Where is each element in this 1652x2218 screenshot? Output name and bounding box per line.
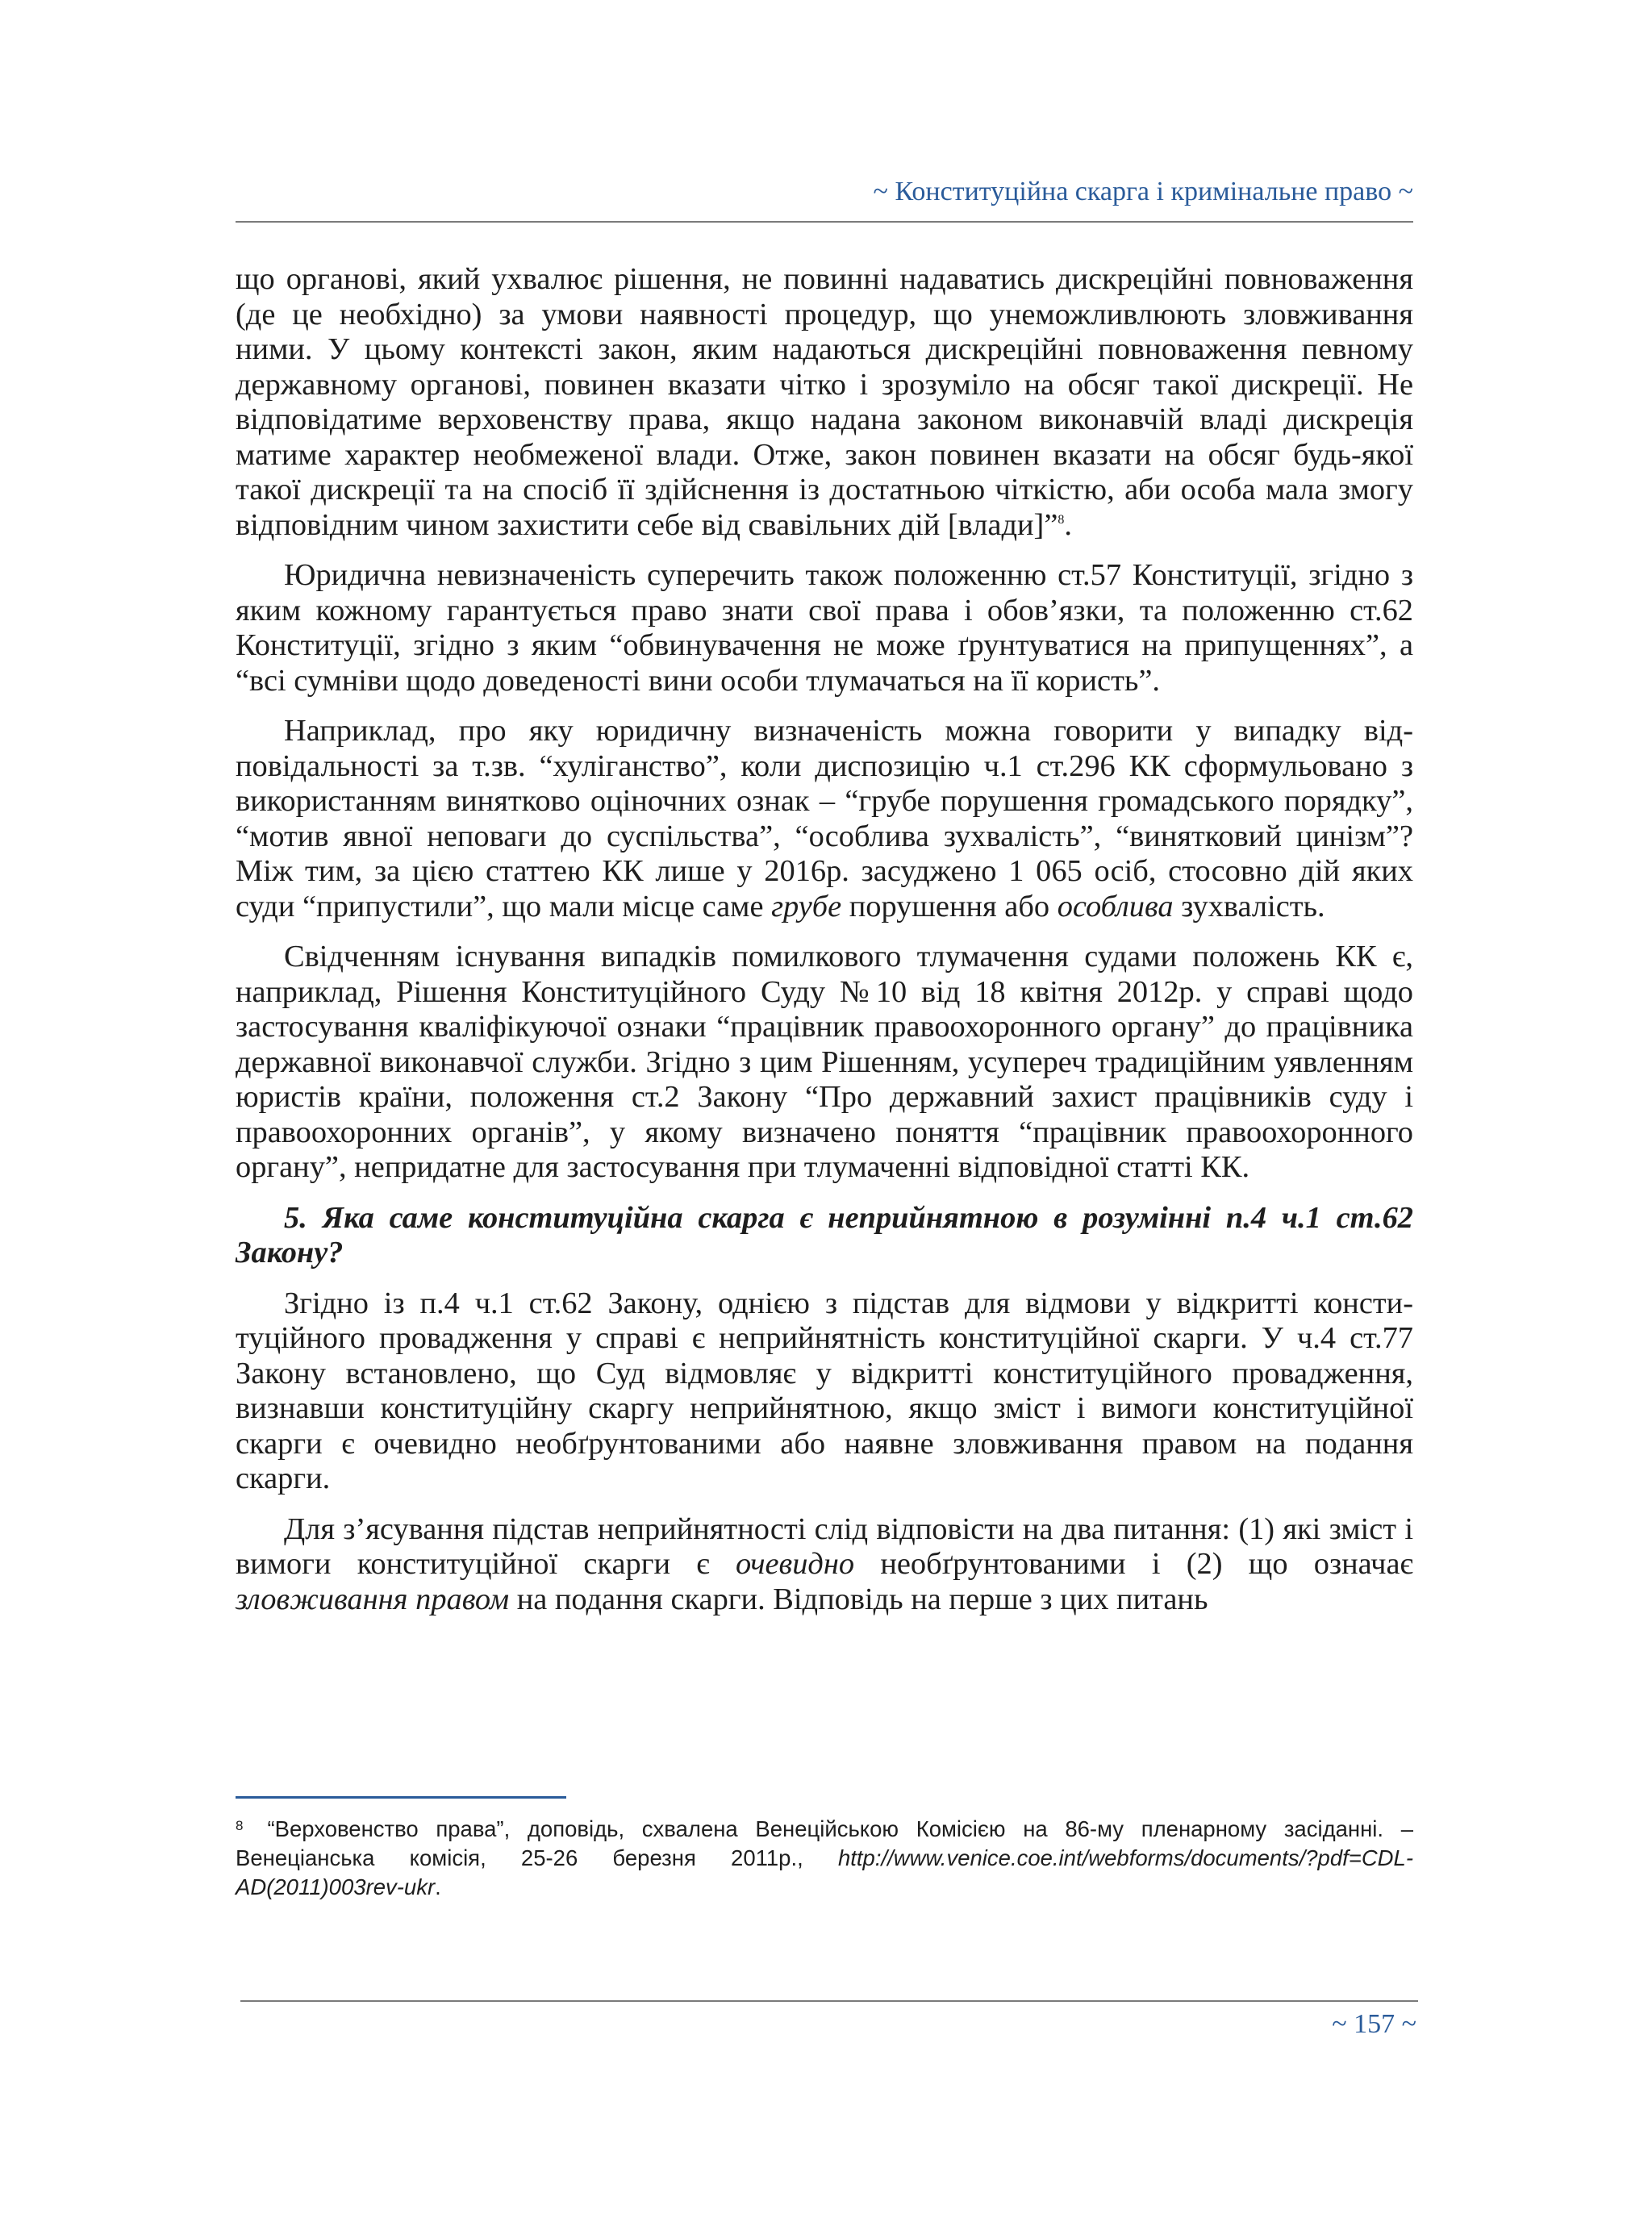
footer-rule bbox=[240, 2000, 1418, 2002]
text-run: Згідно із п.4 ч.1 ст.62 Закону, однією з підстав для відмови у відкритті конституційного провадження у справі є неприйнятність конституційної скарги. У ч.4 ст.77 Закону встановлено, що Суд відмовляє у відкритті конституційного провадження, визнавши конституційну скаргу неприйнятною, якщо зміст і вимоги конституційної скарги є очевидно необґрунтованими або наявне зловживання правом на подання скарги. bbox=[236, 1286, 1413, 1495]
text-run: необґрунтованими і (2) що означає bbox=[854, 1547, 1414, 1581]
footnote-link[interactable]: http://www.venice.coe.int/webforms/documents/?pdf=CDL-AD(2011)003rev-ukr bbox=[236, 1845, 1413, 1899]
paragraph bbox=[236, 262, 1413, 543]
footnote-reference[interactable]: 8 bbox=[1058, 512, 1065, 527]
footnote-tail: . bbox=[435, 1874, 441, 1899]
emphasis-text: грубе bbox=[771, 889, 842, 923]
text-run: порушення або bbox=[841, 889, 1058, 923]
text-run: Свідченням існування випадків помилкового тлумачення судами положень КК є, наприклад, Рішення Конституційного Суду №10 від 18 квітня 2012р. у справі щодо застосування кваліфікуючої ознаки “працівник правоохоронного органу” до працівника державної виконавчої служби. Згідно з цим Рішенням, усупереч традиційним уявленням юристів країни, положення ст.2 Закону “Про державний захист працівників суду і правоохоронних органів”, у якому визначено поняття “працівник правоохоронного органу”, непридатне для застосування при тлумаченні відповідної статті КК. bbox=[236, 940, 1413, 1184]
text-run: що органові, який ухвалює рішення, не повинні надаватись дискреційні повноваження (де це необхідно) за умови наявності процедур, що унеможливлюють зловживання ними. У цьому контексті закон, яким надаються дискреційні повноваження певному державному органові, повинен вказати чітко і зрозуміло на обсяг такої дискреції. Не відповідатиме верховенству права, якщо надана законом виконавчій владі дискреція матиме характер необмеженої влади. Отже, закон повинен вказати на обсяг будь-якої такої дискреції та на спосіб її здійснення із достатньою чіткістю, аби особа мала змогу відповідним чином захистити себе від свавільних дій [влади]” bbox=[236, 262, 1413, 542]
page-number: ~ 157 ~ bbox=[1332, 2009, 1416, 2039]
paragraph bbox=[236, 940, 1413, 1186]
text-run: Для з’ясування підстав неприйнятності слід відповісти на два питання: (1) які зміст і вимоги конституційної скарги є bbox=[236, 1511, 1413, 1581]
emphasis-text: очевидно bbox=[736, 1547, 855, 1581]
section-heading bbox=[236, 1201, 1413, 1271]
main-text bbox=[236, 262, 1413, 1632]
footnote-separator bbox=[236, 1796, 566, 1799]
footnote-text: “Верховенство права”, доповідь, схвалена Венеційською Комісією на 86-му пленарному засіданні. – Венеціанська комісія, 25-26 березня 2011р., bbox=[236, 1816, 1413, 1870]
footnote-number: 8 bbox=[236, 1818, 244, 1833]
paragraph bbox=[236, 1512, 1413, 1618]
running-header: ~ Конституційна скарга і кримінальне право ~ bbox=[873, 177, 1413, 206]
text-run: Наприклад, про яку юридичну визначеність можна говорити у випадку відповідальності за т.зв. “хуліганство”, коли диспозицію ч.1 ст.296 КК сформульовано з використанням винятково оціночних ознак – “грубе порушення громадського порядку”, “мотив явної неповаги до суспільства”, “особлива зухвалість”, “винятковий цинізм”? Між тим, за цією статтею КК лише у 2016р. засуджено 1 065 осіб, стосовно дій яких суди “припустили”, що мали місце саме bbox=[236, 714, 1413, 923]
text-run: на подання скарги. Відповідь на перше з цих питань bbox=[509, 1582, 1208, 1616]
text-run: . bbox=[1064, 507, 1072, 542]
text-run: 5. Яка саме конституційна скарга є неприйнятною в розумінні п.4 ч.1 ст.62 Закону? bbox=[236, 1200, 1413, 1270]
footnote bbox=[236, 1815, 1413, 1902]
emphasis-text: зловживання правом bbox=[236, 1582, 510, 1616]
paragraph bbox=[236, 714, 1413, 924]
text-run: зухвалість. bbox=[1173, 889, 1325, 923]
emphasis-text: особлива bbox=[1057, 889, 1174, 923]
paragraph bbox=[236, 558, 1413, 698]
header-rule bbox=[236, 221, 1413, 223]
footnote-paragraph bbox=[236, 1815, 1413, 1902]
paragraph bbox=[236, 1286, 1413, 1497]
text-run: Юридична невизначеність суперечить також положенню ст.57 Конституції, згідно з яким кожному гарантується право знати свої права і обов’язки, та положенню ст.62 Конституції, згідно з яким “обвинувачення не може ґрунтуватися на припущеннях”, а “всі сумніви щодо доведеності вини особи тлумачаться на її користь”. bbox=[236, 558, 1413, 698]
